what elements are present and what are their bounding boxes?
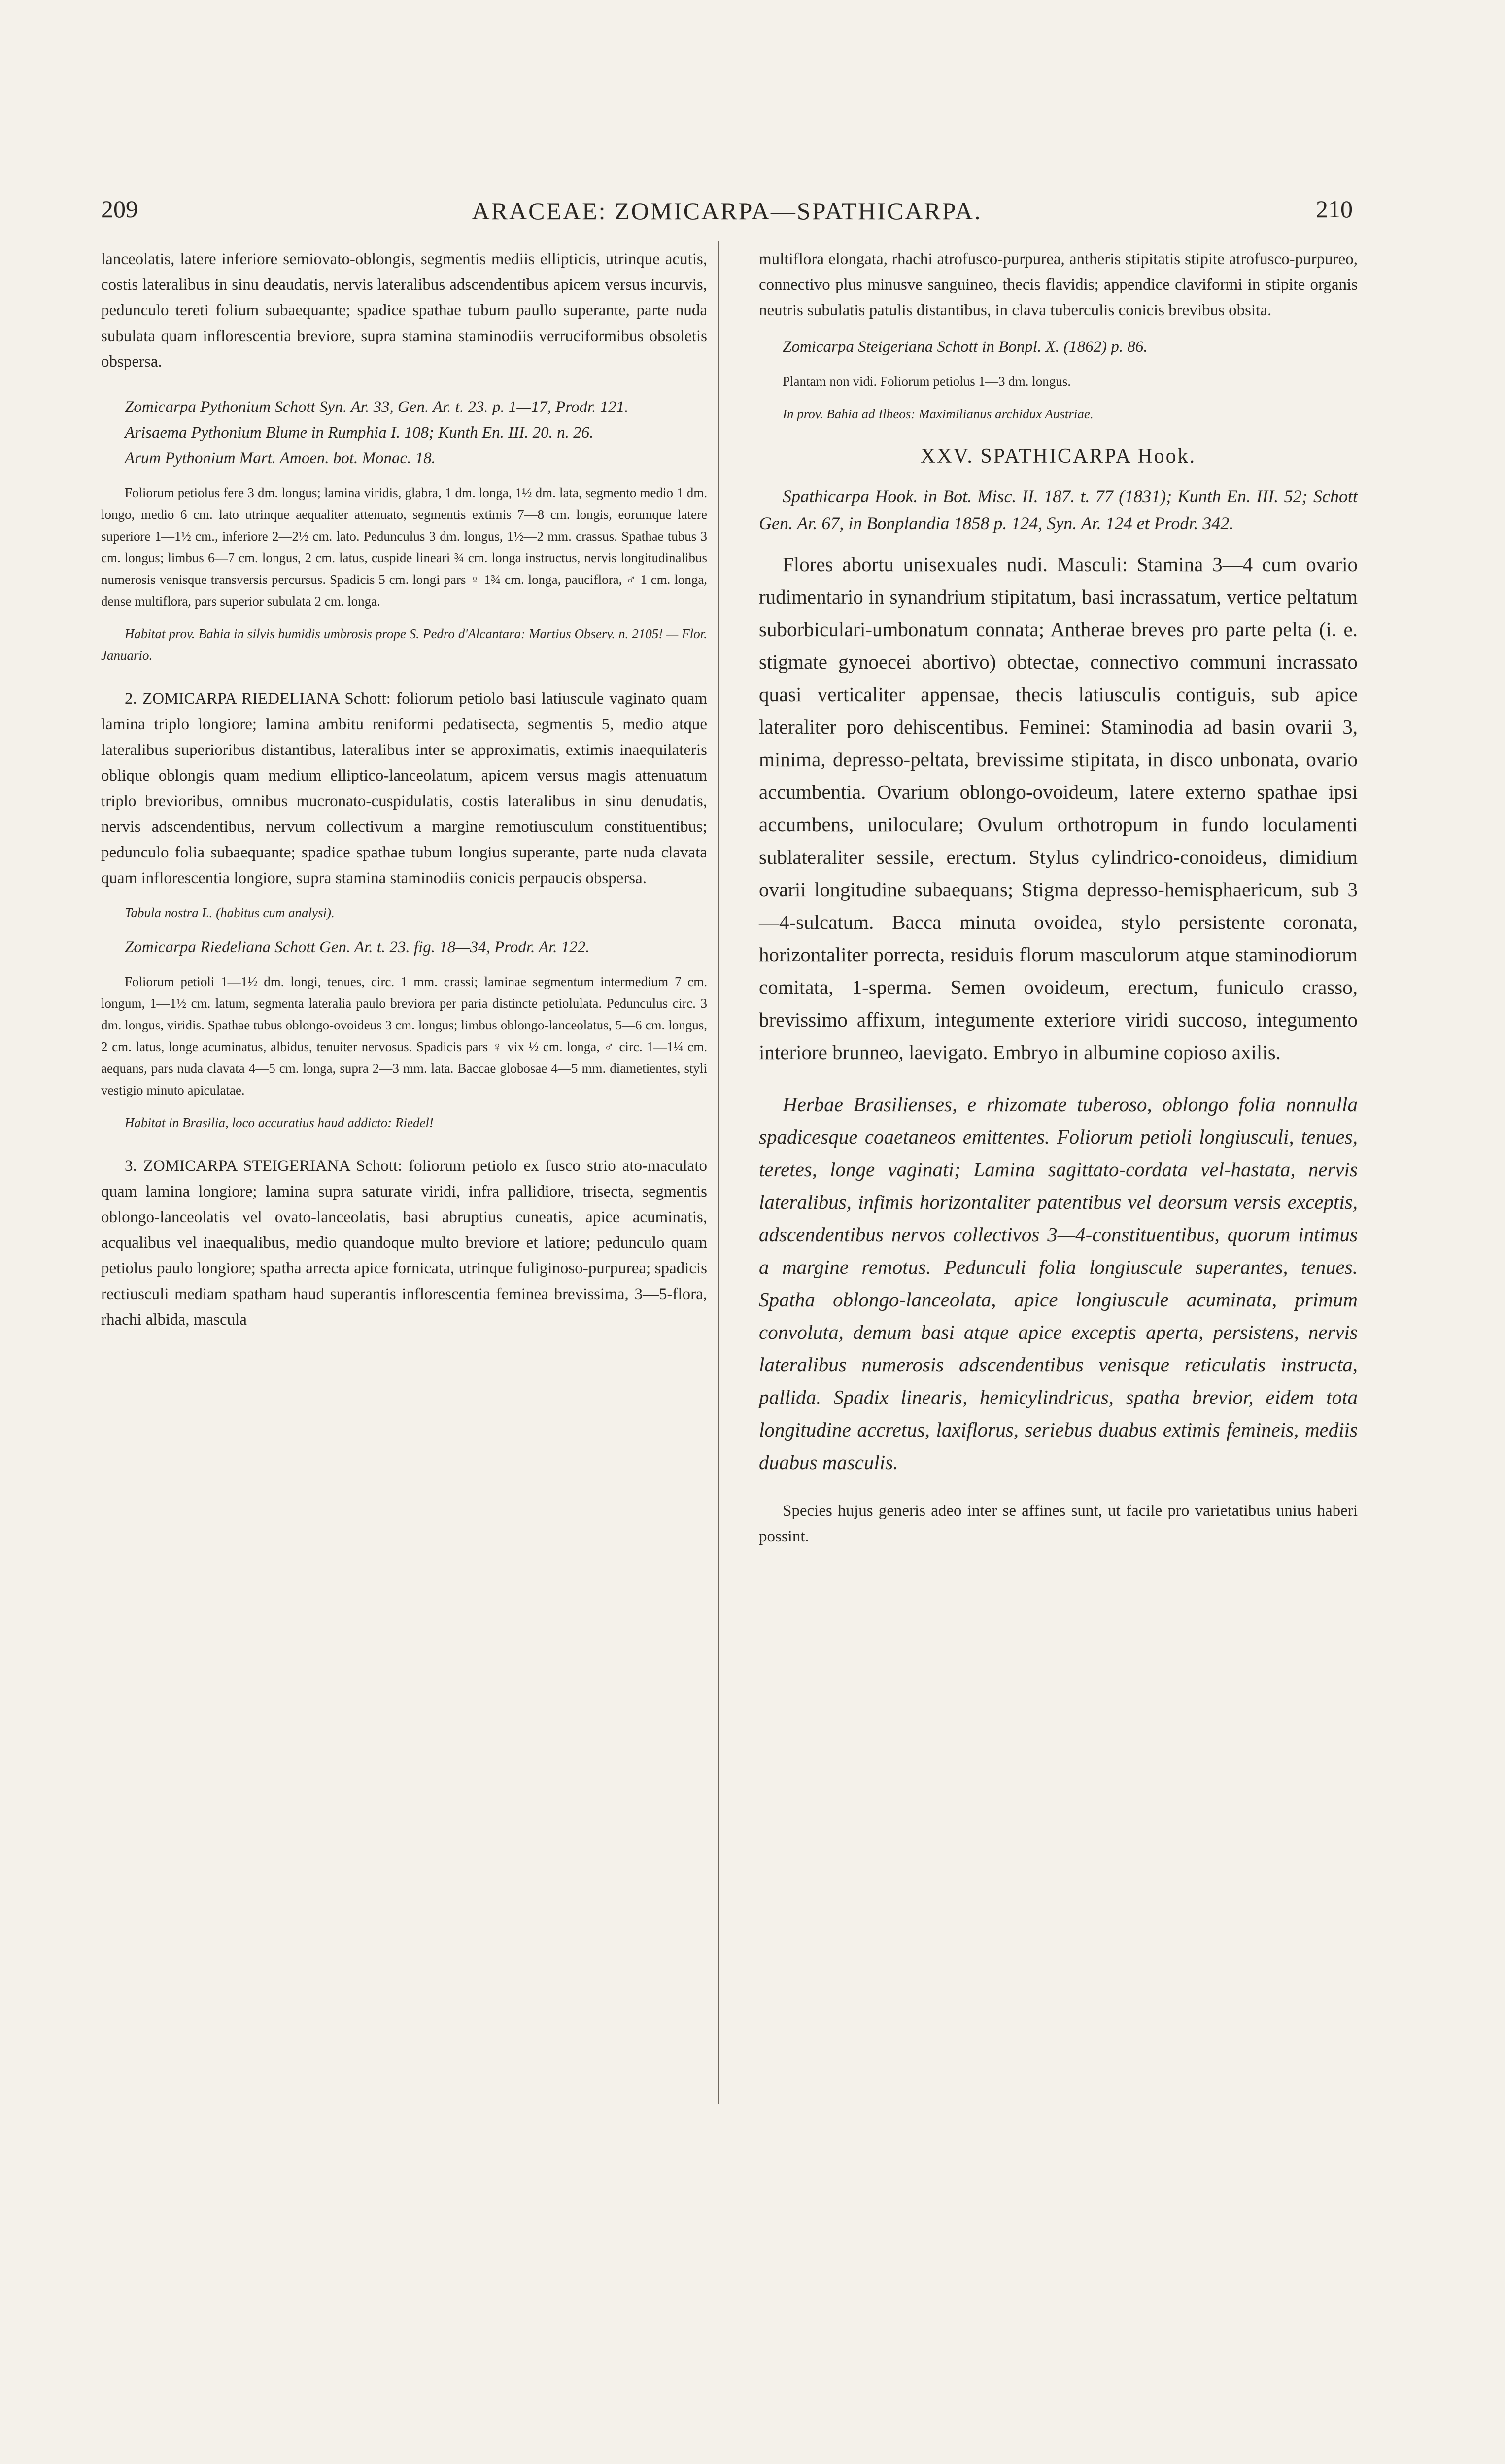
habitat-note: Habitat prov. Bahia in silvis humidis umbrosis prope S. Pedro d'Alcantara: Martius Observ. n. 2105! — Flor. Januario. (101, 626, 707, 663)
habitat-note: Habitat in Brasilia, loco accuratius haud addicto: Riedel! (125, 1115, 434, 1130)
left-column (101, 246, 707, 1333)
right-column (759, 246, 1358, 1549)
note: Plantam non vidi. Foliorum petiolus 1—3 dm. longus. (783, 374, 1071, 389)
habitat-note: In prov. Bahia ad Ilheos: Maximilianus archidux Austriae. (783, 407, 1094, 421)
running-title: ARACEAE: ZOMICARPA—SPATHICARPA. (472, 197, 982, 225)
synonym-citation: Arisaema Pythonium Blume in Rumphia I. 108; Kunth En. III. 20. n. 26. (125, 424, 594, 442)
description-paragraph: Foliorum petioli 1—1½ dm. longi, tenues, circ. 1 mm. crassi; laminae segmentum intermedium 7 cm. longum, 1—1½ cm. latum, segmenta lateralia paulo breviora per paria distincte petiolulata. Pedunculus circ. 3 dm. longus, viridis. Spathae tubus oblongo-ovoideus 3 cm. longus; limbus oblongo-lanceolatus, 5—6 cm. longus, 2 cm. latus, longe acuminatus, albidus, tenuiter nervosus. Spadicis pars ♀ vix ½ cm. longa, ♂ circ. 1—1¼ cm. aequans, pars nuda clavata 4—5 cm. longa, supra 2—3 mm. lata. Baccae globosae 4—5 mm. diametientes, styli vestigio minuto apiculatae. (101, 974, 707, 1097)
column-divider (718, 241, 719, 2104)
synonym-citation: Zomicarpa Steigeriana Schott in Bonpl. X. (1862) p. 86. (783, 338, 1148, 356)
synonym-citation: Zomicarpa Riedeliana Schott Gen. Ar. t. 23. fig. 18—34, Prodr. Ar. 122. (125, 938, 590, 956)
species-diagnosis: 2. ZOMICARPA RIEDELIANA Schott: foliorum petiolo basi latiuscule vaginato quam lamina triplo longiore; lamina ambitu reniformi pedatisecta, segmentis 5, medio atque lateralibus superioribus distantibus, lateralibus inter se approximatis, extimis inaequilateris oblique oblongis quam medium elliptico-lanceolatum, apicem versus magis attenuatum triplo brevioribus, omnibus mucronato-cuspidulatis, costis lateralibus in sinu denudatis, nervis adscendentibus, nervum collectivum a margine remotiusculum constituentibus; pedunculo folia subaequante; spadice spathae tubum longius superante, parte nuda clavata quam inflorescentia longiore, supra stamina staminodiis conicis perpaucis obspersa. (101, 690, 707, 887)
page-header (101, 195, 1353, 239)
paragraph: multiflora elongata, rhachi atrofusco-purpurea, antheris stipitatis stipite atrofusco-purpureo, connectivo plus minusve sanguineo, thecis flavidis; appendice claviformi in stipite organis neutris subulatis patulis distantibus, in clava tuberculis conicis brevibus obsita. (759, 250, 1358, 319)
species-diagnosis: 3. ZOMICARPA STEIGERIANA Schott: foliorum petiolo ex fusco strio ato-maculato quam lamina longiore; lamina supra saturate viridi, infra pallidiore, trisecta, segmentis oblongo-lanceolatis vel ovato-lanceolatis, basi abruptius cuneatis, apice acuminatis, acqualibus vel inaequalibus, medio quandoque multo breviore et latiore; pedunculo quam petiolus paulo longiore; spatha arrecta apice fornicata, utrinque fuliginoso-purpurea; spadicis rectiusculi mediam spatham haud superantis inflorescentia feminea brevissima, 3—5-flora, rhachi albida, mascula (101, 1157, 707, 1329)
genus-description: Flores abortu unisexuales nudi. Masculi: Stamina 3—4 cum ovario rudimentario in synandrium stipitatum, basi incrassatum, vertice peltatum suborbiculari-umbonatum connata; Antherae breves pro parte pelta (i. e. stigmate gynoecei abortivo) obtectae, connectivo communi incrassato quasi verticaliter appensae, thecis latiusculis contiguis, sub apice lateraliter poro dehiscentibus. Feminei: Staminodia ad basin ovarii 3, minima, depresso-peltata, brevissime stipitata, in disco unbonata, ovario accumbentia. Ovarium oblongo-ovoideum, latere externo spathae ipsi accumbens, uniloculare; Ovulum orthotropum in fundo loculamenti sublateraliter sessile, erectum. Stylus cylindrico-conoideus, dimidium ovarii longitudine subaequans; Stigma depresso-hemisphaericum, sub 3—4-sulcatum. Bacca minuta ovoidea, stylo persistente coronata, horizontaliter porrecta, residuis florum masculorum atque staminodiorum comitata, 1-sperma. Semen ovoideum, erectum, funiculo crasso, brevissimo affixum, integumente exteriore viridi succoso, integumento interiore brunneo, laevigato. Embryo in albumine copioso axilis. (759, 553, 1358, 1063)
paragraph: lanceolatis, latere inferiore semiovato-oblongis, segmentis mediis ellipticis, utrinque acutis, costis lateralibus in sinu deaudatis, nervis lateralibus adscendentibus apicem versus incurvis, pedunculo tereti folium subaequante; spadice spathae tubum paullo superante, parte nuda subulata quam inflorescentia breviore, supra stamina staminodiis verruciformibus obsoletis obspersa. (101, 250, 707, 371)
closing-remark: Species hujus generis adeo inter se affines sunt, ut facile pro varietatibus unius haberi possint. (759, 1502, 1358, 1545)
description-paragraph: Foliorum petiolus fere 3 dm. longus; lamina viridis, glabra, 1 dm. longa, 1½ dm. lata, segmento medio 1 dm. longo, medio 6 cm. lato utrinque aequaliter attenuato, segmentis extimis 7—8 cm. longis, eorumque latere superiore 1—1½ cm., inferiore 2—2½ cm. lato. Pedunculus 3 dm. longus, 1½—2 mm. crassus. Spathae tubus 3 cm. longus; limbus 6—7 cm. longus, 2 cm. latus, cuspide lineari ¾ cm. longa instructus, nervis longitudinalibus numerosis venisque transversis percursus. Spadicis 5 cm. longi pars ♀ 1¾ cm. longa, pauciflora, ♂ 1 cm. longa, dense multiflora, pars superior subulata 2 cm. longa. (101, 485, 707, 609)
synonym-citation: Arum Pythonium Mart. Amoen. bot. Monac. 18. (125, 449, 436, 467)
page-number-left: 209 (101, 195, 138, 223)
page-number-right: 210 (1316, 195, 1353, 223)
genus-heading: XXV. SPATHICARPA Hook. (920, 445, 1197, 468)
synonym-citation: Zomicarpa Pythonium Schott Syn. Ar. 33, Gen. Ar. t. 23. p. 1—17, Prodr. 121. (125, 398, 629, 416)
herbae-paragraph: Herbae Brasilienses, e rhizomate tuberoso, oblongo folia nonnulla spadicesque coaetaneos emittentes. Foliorum petioli longiusculi, tenues, teretes, longe vaginati; Lamina sagittato-cordata vel-hastata, nervis lateralibus, infimis horizontaliter patentibus vel deorsum versis exceptis, adscendentibus nervos collectivos 3—4-constituentibus, quorum intimus a margine remotus. Pedunculi folia longiuscule superantes, tenues. Spatha oblongo-lanceolata, apice longiuscule acuminata, primum convoluta, demum basi atque apice exceptis aperta, persistens, nervis lateralibus numerosis adscendentibus venisque reticulatis instructa, pallida. Spadix linearis, hemicylindricus, spatha brevior, eidem tota longitudine accretus, laxiflorus, seriebus duabus extimis femineis, mediis duabus masculis. (759, 1093, 1358, 1473)
genus-synonymy: Spathicarpa Hook. in Bot. Misc. II. 187. t. 77 (1831); Kunth En. III. 52; Schott Gen. Ar. 67, in Bonplandia 1858 p. 124, Syn. Ar. 124 et Prodr. 342. (759, 486, 1358, 533)
plate-reference: Tabula nostra L. (habitus cum analysi). (125, 905, 335, 920)
